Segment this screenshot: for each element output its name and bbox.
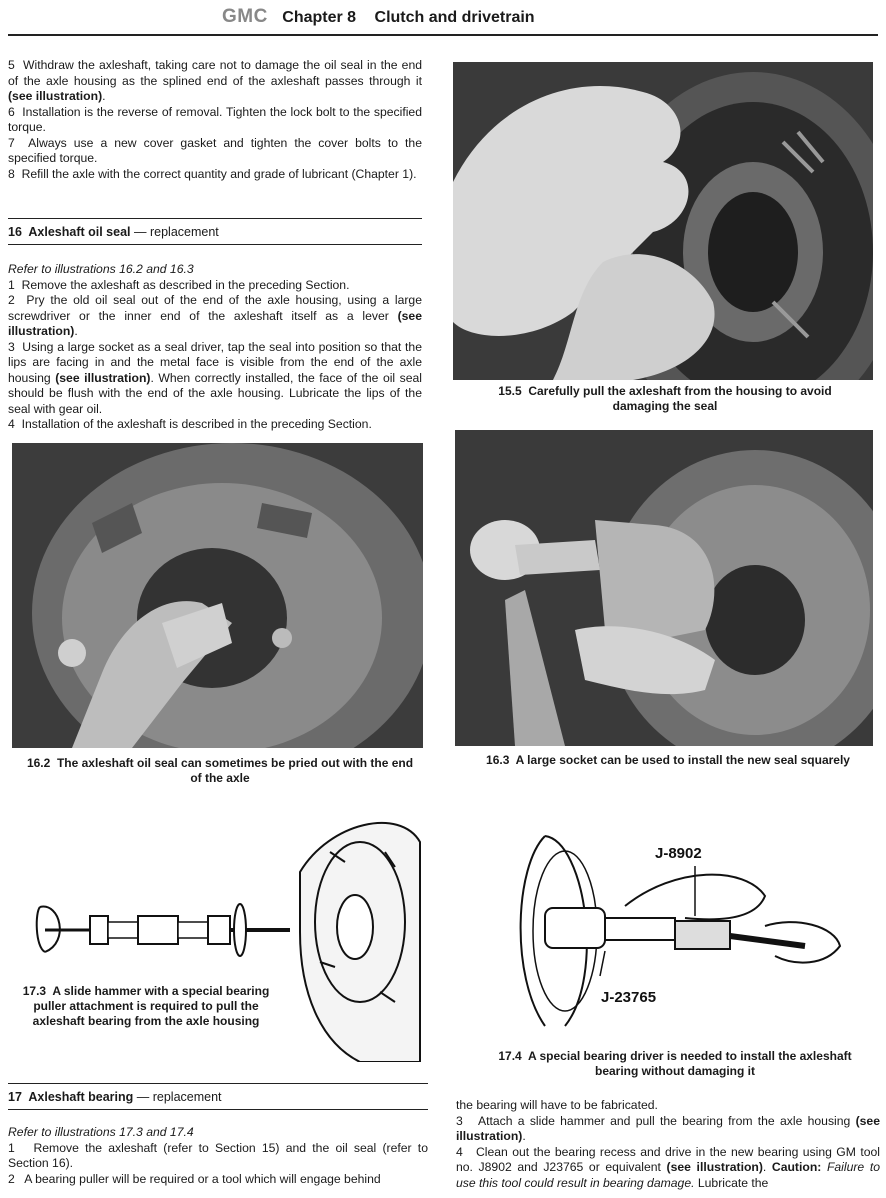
label-j-8902: J-8902: [655, 845, 702, 862]
step: 3 Attach a slide hammer and pull the bearing from the axle housing (see illustration).: [456, 1113, 880, 1143]
figure-17-3-caption: 17.3 A slide hammer with a special bearing puller attachment is required to pull the axleshaft bearing from the axle housing: [22, 984, 270, 1028]
step: 4 Clean out the bearing recess and drive in the new bearing using GM tool no. J8902 and J23765 or equivalent (see illustration). Caution: Failure to use this tool could result in bearing damage. Lubricate the: [456, 1144, 880, 1190]
illustration-reference: Refer to illustrations 16.2 and 16.3: [8, 262, 194, 276]
step: 3 Using a large socket as a seal driver, tap the seal into position so that the lips are facing in and the metal face is visible from the end of the axle housing (see illustration). When correctly installed, the face of the oil seal should be flush with the end of the axle housing. Lubricate the lips of the seal with gear oil.: [8, 339, 422, 416]
figure-16-2-caption: 16.2 The axleshaft oil seal can sometimes be pried out with the end of the axle: [26, 756, 414, 785]
photo-16-2: [12, 443, 423, 748]
photo-16-3: [455, 430, 873, 746]
figure-17-4-caption: 17.4 A special bearing driver is needed to install the axleshaft bearing without damaging it: [498, 1049, 852, 1078]
illustration-reference: Refer to illustrations 17.3 and 17.4: [8, 1125, 194, 1139]
step: 8 Refill the axle with the correct quantity and grade of lubricant (Chapter 1).: [8, 166, 417, 181]
step: 4 Installation of the axleshaft is described in the preceding Section.: [8, 417, 372, 431]
section-17-body-left: [8, 1125, 428, 1187]
section-16-body: [8, 262, 422, 433]
figure-15-5-caption: 15.5 Carefully pull the axleshaft from the housing to avoid damaging the seal: [498, 384, 832, 413]
step: 2 Pry the old oil seal out of the end of the axle housing, using a large screwdriver or the inner end of the axleshaft itself as a lever (see illustration).: [8, 293, 422, 338]
step: 1 Remove the axleshaft (refer to Section 15) and the oil seal (refer to Section 16).: [8, 1140, 428, 1170]
step: 1 Remove the axleshaft as described in the preceding Section.: [8, 277, 350, 292]
header-rule: [8, 34, 878, 36]
steps-section15-end: [8, 58, 422, 182]
section-17-heading: 17 Axleshaft bearing — replacement: [8, 1083, 428, 1110]
figure-16-3-caption: 16.3 A large socket can be used to install the new seal squarely: [486, 753, 850, 767]
chapter-label: Chapter 8: [282, 9, 357, 26]
photo-15-5: [453, 62, 873, 380]
brand-name: GMC: [222, 6, 268, 27]
step: 7 Always use a new cover gasket and tighten the cover bolts to the specified torque.: [8, 135, 422, 165]
step: 2 A bearing puller will be required or a tool which will engage behind: [8, 1171, 381, 1186]
step: 6 Installation is the reverse of removal. Tighten the lock bolt to the specified torque.: [8, 104, 422, 134]
drawing-17-4: [505, 826, 847, 1032]
step: 5 Withdraw the axleshaft, taking care not to damage the oil seal in the end of the axle housing as the splined end of the axleshaft passes through it (see illustration).: [8, 58, 422, 103]
label-j-23765: J-23765: [601, 989, 657, 1006]
running-header: [222, 6, 535, 28]
continuation-text: the bearing will have to be fabricated.: [456, 1098, 658, 1112]
section-16-heading: 16 Axleshaft oil seal — replacement: [8, 218, 422, 245]
section-17-body-right: [456, 1098, 880, 1191]
chapter-title: Clutch and drivetrain: [374, 9, 535, 26]
